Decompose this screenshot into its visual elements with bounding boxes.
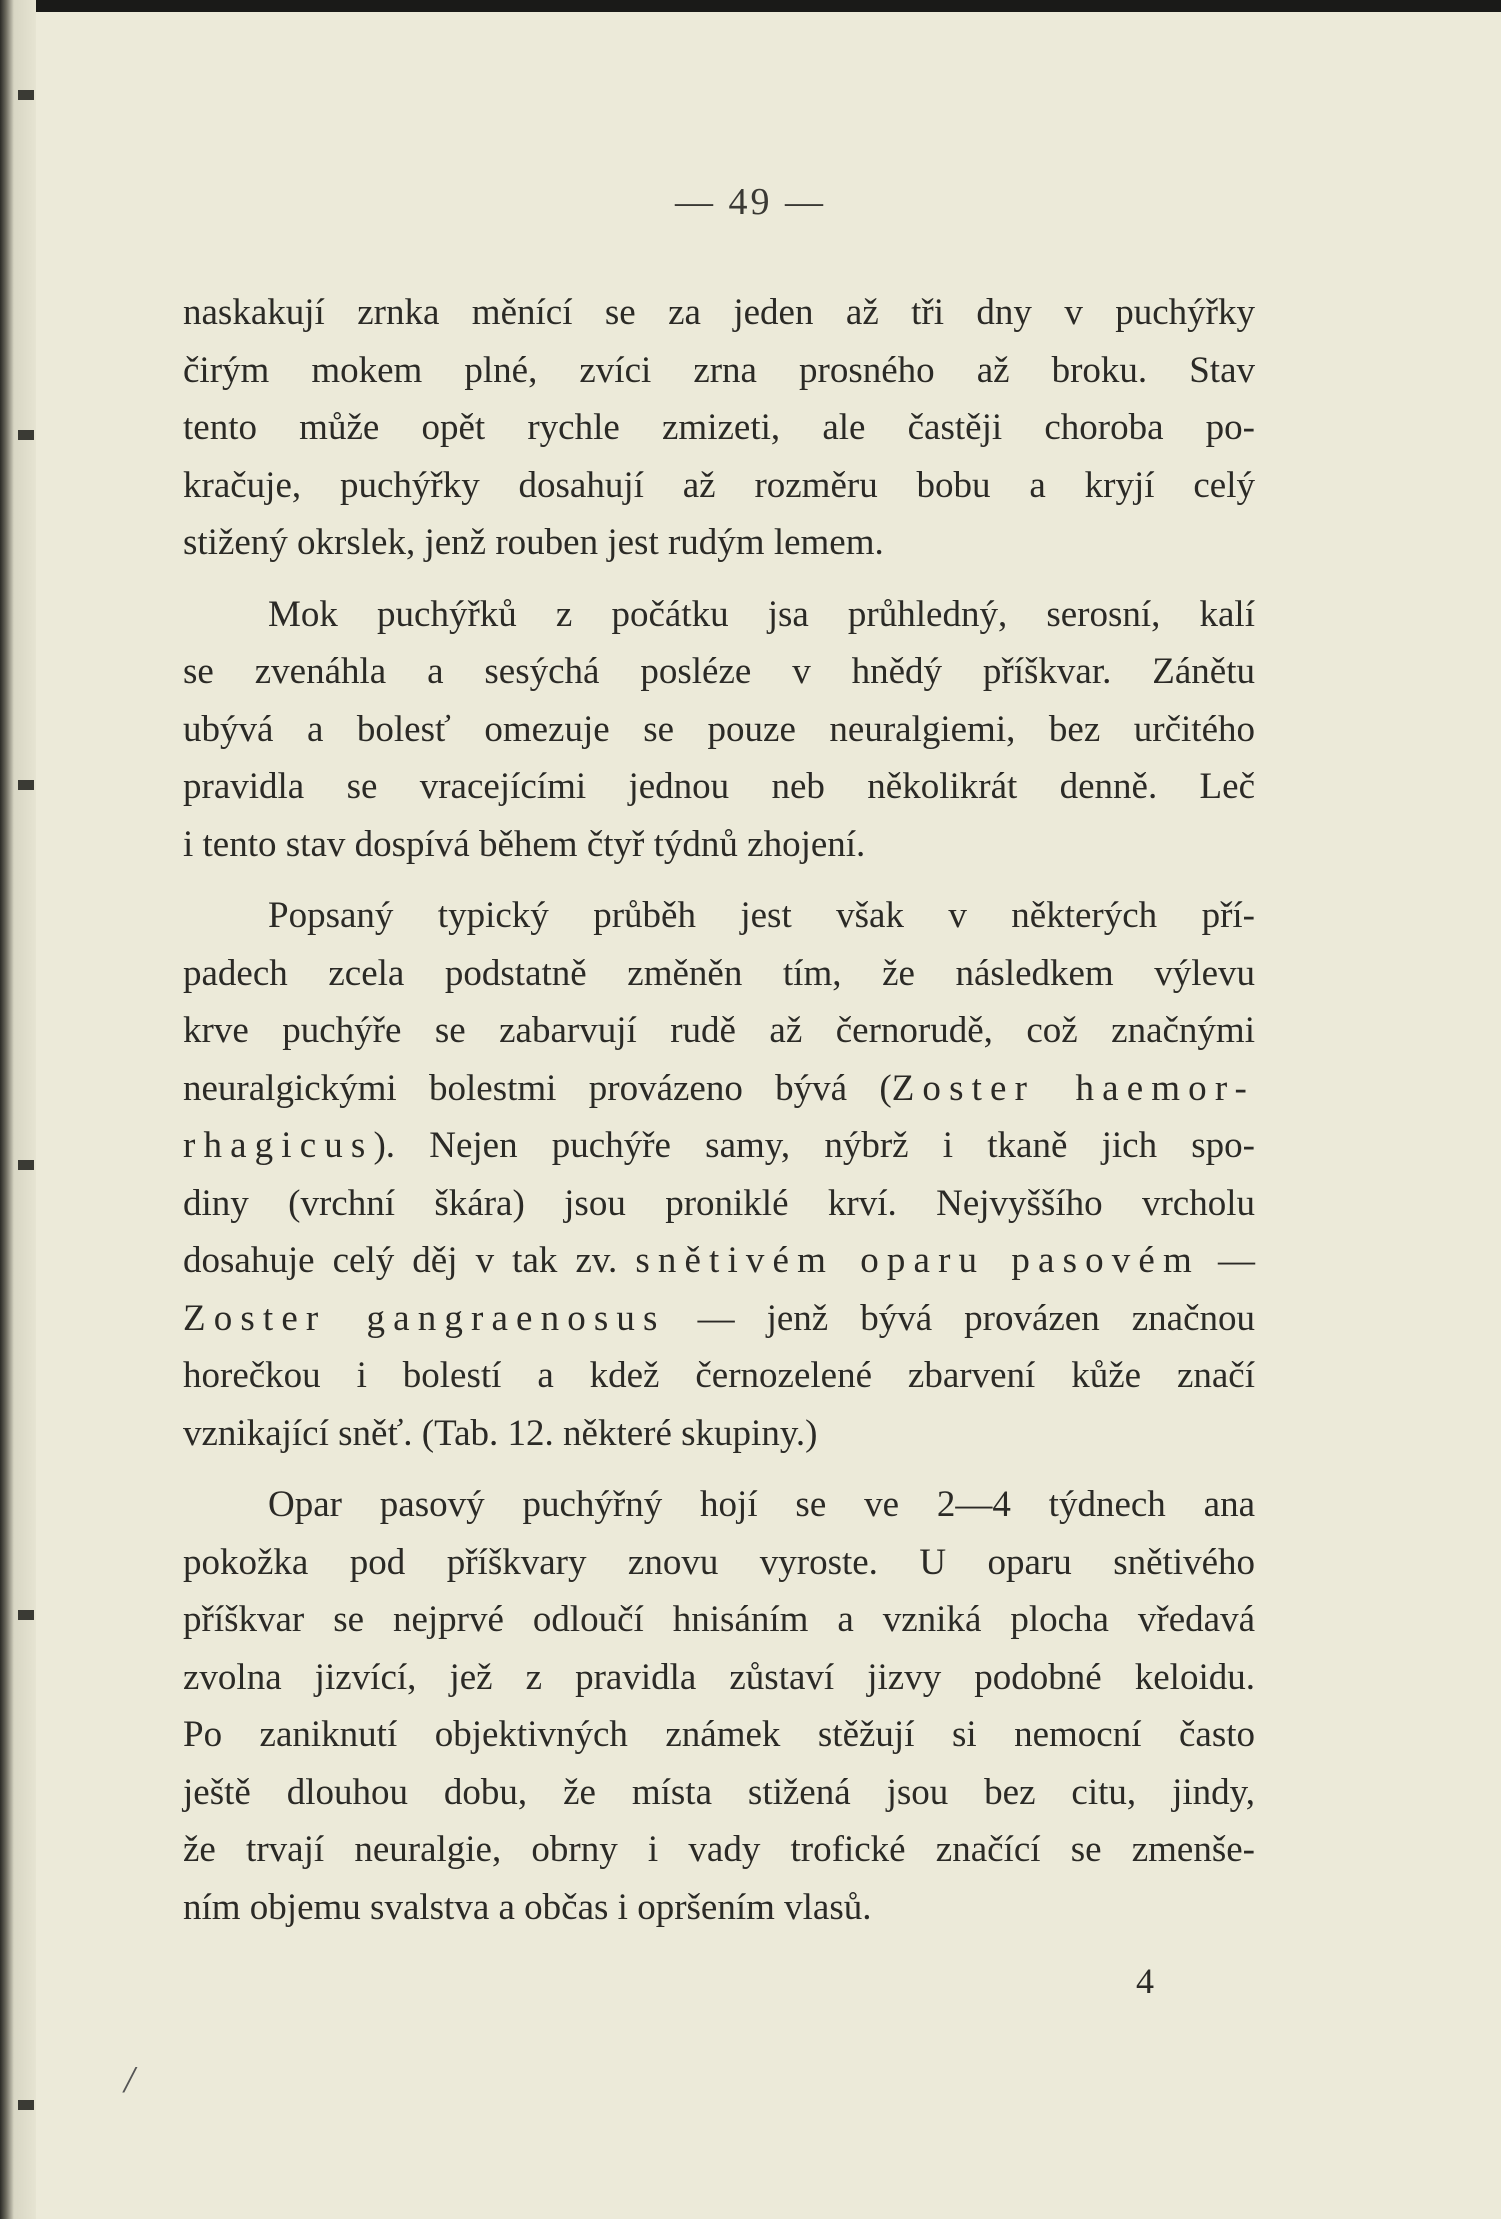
- text-line: ještě dlouhou dobu, že místa stižená jsou bez citu, jindy,: [183, 1771, 1255, 1813]
- binding-thread-mark: [18, 430, 34, 440]
- text-line: krve puchýře se zabarvují rudě až černorudě, což značnými: [183, 1010, 1255, 1051]
- binding-thread-mark: [18, 1160, 34, 1170]
- spaced-term: snětivém oparu pasovém: [635, 1240, 1200, 1281]
- scan-top-edge: [0, 0, 1501, 12]
- text-line: dosahuje celý děj v tak zv. snětivém oparu pasovém —: [183, 1240, 1255, 1281]
- spaced-term: Zoster haemor-: [891, 1067, 1255, 1109]
- page-number: — 49 —: [675, 181, 826, 223]
- text-line: že trvají neuralgie, obrny i vady trofické značící se zmenše-: [183, 1829, 1255, 1870]
- text-line: neuralgickými bolestmi provázeno bývá (Zoster haemor-: [183, 1067, 1255, 1109]
- text-line: stižený okrslek, jenž rouben jest rudým lemem.: [183, 522, 884, 563]
- text-line: pokožka pod příškvary znovu vyroste. U oparu snětivého: [183, 1541, 1255, 1583]
- text-line: tento může opět rychle zmizeti, ale častěji choroba po-: [183, 407, 1255, 448]
- text-line: ním objemu svalstva a občas i opršením vlasů.: [183, 1886, 872, 1928]
- text-line: čirým mokem plné, zvíci zrna prosného až broku. Stav: [183, 349, 1255, 391]
- text-line: Po zaniknutí objektivných známek stěžují si nemocní často: [183, 1714, 1255, 1755]
- body-text: [183, 284, 1255, 1936]
- text-line: Mok puchýřků z počátku jsa průhledný, serosní, kalí: [268, 593, 1255, 635]
- text-line: Zoster gangraenosus — jenž bývá provázen značnou: [183, 1297, 1255, 1339]
- text-line: rhagicus). Nejen puchýře samy, nýbrž i tkaně jich spo-: [183, 1125, 1255, 1166]
- text-line: diny (vrchní škára) jsou proniklé krví. Nejvyššího vrcholu: [183, 1182, 1255, 1224]
- text-line: naskakují zrnka měnící se za jeden až tři dny v puchýřky: [183, 292, 1255, 333]
- text-line: se zvenáhla a sesýchá posléze v hnědý příškvar. Zánětu: [183, 651, 1255, 692]
- spaced-term: rhagicus: [183, 1125, 374, 1166]
- signature-mark: 4: [1136, 1961, 1154, 2001]
- binding-thread-mark: [18, 780, 34, 790]
- text-line: kračuje, puchýřky dosahují až rozměru bobu a kryjí celý: [183, 464, 1255, 506]
- text-line: i tento stav dospívá během čtyř týdnů zhojení.: [183, 823, 866, 865]
- spaced-term: Zoster gangraenosus: [183, 1297, 666, 1339]
- margin-pencil-mark: /: [124, 2059, 135, 2101]
- text-line: Popsaný typický průběh jest však v některých pří-: [268, 895, 1255, 936]
- text-line: horečkou i bolestí a kdež černozelené zbarvení kůže značí: [183, 1355, 1255, 1396]
- book-spine-shadow: [0, 0, 36, 2219]
- text-line: příškvar se nejprvé odloučí hnisáním a vzniká plocha vředavá: [183, 1599, 1255, 1640]
- text-line: vznikající sněť. (Tab. 12. některé skupiny.): [183, 1412, 818, 1454]
- binding-thread-mark: [18, 2100, 34, 2110]
- text-line: Opar pasový puchýřný hojí se ve 2—4 týdnech ana: [268, 1484, 1255, 1525]
- text-line: padech zcela podstatně změněn tím, že následkem výlevu: [183, 952, 1255, 994]
- binding-thread-mark: [18, 90, 34, 100]
- text-line: zvolna jizvící, jež z pravidla zůstaví jizvy podobné keloidu.: [183, 1656, 1255, 1698]
- text-line: pravidla se vracejícími jednou neb několikrát denně. Leč: [183, 766, 1255, 807]
- text-line: ubývá a bolesť omezuje se pouze neuralgiemi, bez určitého: [183, 708, 1255, 750]
- binding-thread-mark: [18, 1610, 34, 1620]
